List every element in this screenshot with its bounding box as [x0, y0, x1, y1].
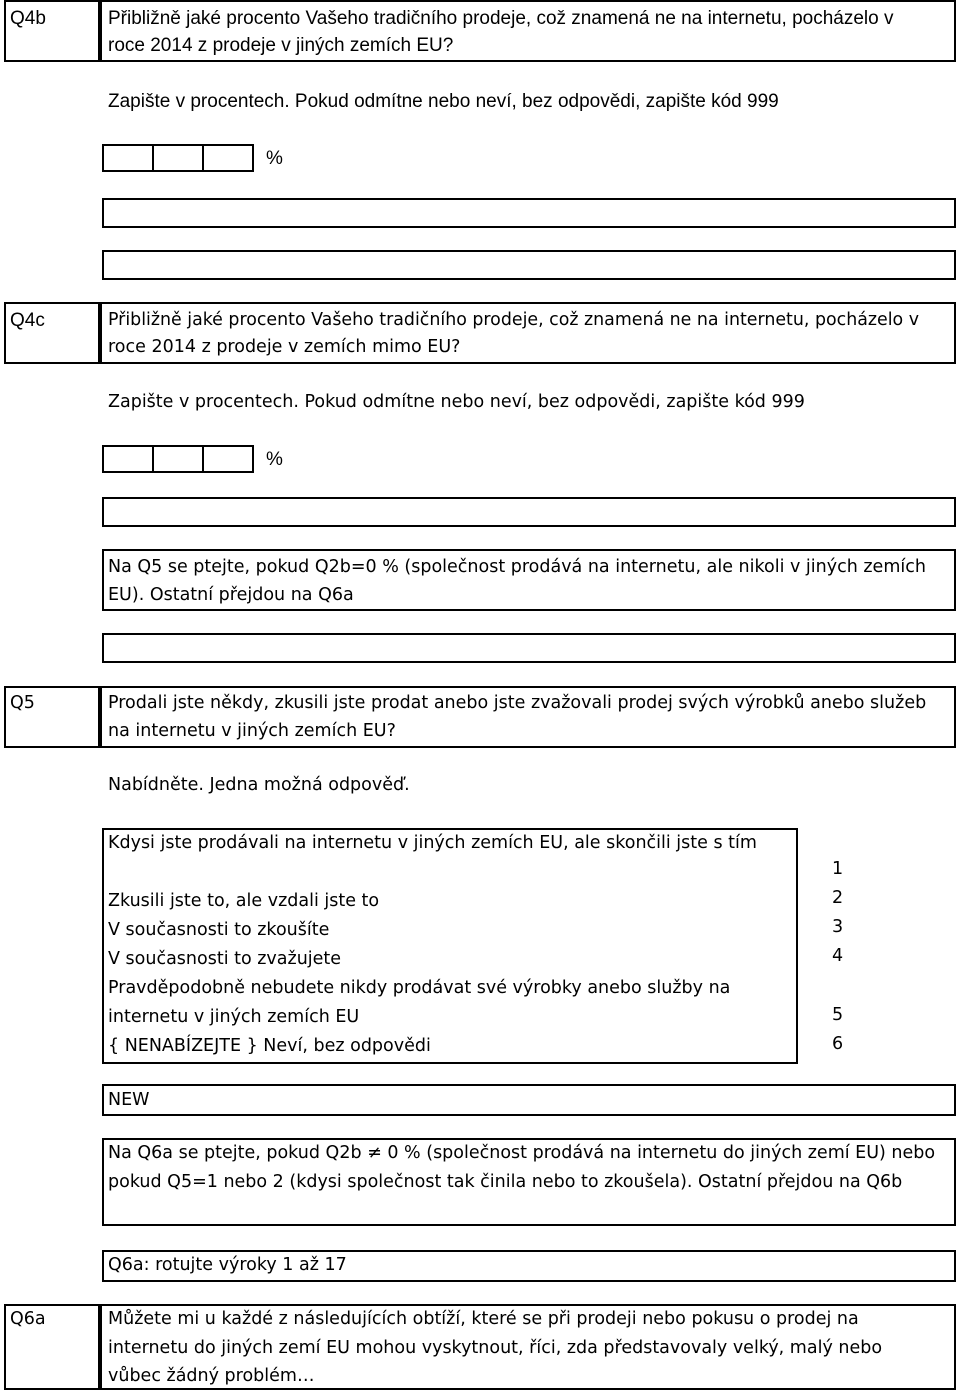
q6a-question-line2: internetu do jiných zemí EU mohou vyskytnout, říci, zda představovaly velký, malý nebo	[108, 1338, 883, 1358]
q4b-instruction-b: Pokud odmítne nebo neví, bez odpovědi, zapište kód 999	[289, 91, 779, 112]
answer-box[interactable]	[102, 633, 956, 663]
q4b-instruction-a: Zapište v procentech.	[108, 91, 290, 112]
q4b-question-line2: roce 2014 z prodeje v jiných zemích EU?	[108, 35, 454, 56]
q4b-percent-cells[interactable]	[102, 144, 252, 172]
new-box	[102, 1084, 956, 1116]
q5-option-label: V současnosti to zvažujete	[108, 949, 342, 969]
q5-instruction: Nabídněte. Jedna možná odpověď.	[108, 775, 410, 795]
answer-box[interactable]	[102, 250, 956, 280]
q6a-question-line3: vůbec žádný problém…	[108, 1366, 315, 1386]
q4b-question-line1: Přibližně jaké procento Vašeho tradičního prodeje, což znamená ne na internetu, pocházelo v	[108, 8, 894, 29]
q5-id: Q5	[10, 693, 35, 713]
q5-filter-line1: Na Q5 se ptejte, pokud Q2b=0 % (společnost prodává na internetu, ale nikoli v jiných zemích	[108, 557, 926, 577]
q5-option-label: Zkusili jste to, ale vzdali jste to	[108, 891, 380, 911]
q4c-instruction-a: Zapište v procentech.	[108, 392, 299, 412]
digit-cell[interactable]	[202, 144, 254, 172]
answer-box[interactable]	[102, 198, 956, 228]
q4b-id: Q4b	[10, 8, 46, 29]
digit-cell[interactable]	[102, 144, 154, 172]
new-label: NEW	[108, 1090, 150, 1110]
q6a-filter-line1: Na Q6a se ptejte, pokud Q2b ≠ 0 % (společnost prodává na internetu do jiných zemí EU) nebo	[108, 1143, 936, 1163]
q4c-unit: %	[266, 449, 283, 470]
q5-option-label: V současnosti to zkoušíte	[108, 920, 330, 940]
q5-question-line2: na internetu v jiných zemích EU?	[108, 721, 396, 741]
q4c-instruction-b: Pokud odmítne nebo neví, bez odpovědi, zapište kód 999	[298, 392, 805, 412]
q6a-question-line1: Můžete mi u každé z následujících obtíží, které se při prodeji nebo pokusu o prodej na	[108, 1309, 859, 1329]
digit-cell[interactable]	[102, 445, 154, 473]
q5-option-label: { NENABÍZEJTE } Neví, bez odpovědi	[108, 1036, 431, 1056]
q5-option-code[interactable]: 5	[832, 1005, 844, 1025]
q4c-id: Q4c	[10, 310, 45, 331]
q4b-instruction	[108, 87, 779, 116]
q4c-question-line2: roce 2014 z prodeje v zemích mimo EU?	[108, 337, 461, 357]
q6a-filter-line2: pokud Q5=1 nebo 2 (kdysi společnost tak činila nebo to zkoušela). Ostatní přejdou na Q6b	[108, 1172, 903, 1192]
q5-option-label: Kdysi jste prodávali na internetu v jiných zemích EU, ale skončili jste s tím	[108, 833, 757, 853]
q5-option-code[interactable]: 4	[832, 946, 844, 966]
q5-filter-line2: EU). Ostatní přejdou na Q6a	[108, 585, 354, 605]
q5-option-label: Pravděpodobně nebudete nikdy prodávat své výrobky anebo služby na	[108, 978, 731, 998]
q4c-instruction	[108, 388, 805, 417]
q5-option-code[interactable]: 6	[832, 1034, 844, 1054]
digit-cell[interactable]	[152, 144, 204, 172]
rotate-note: Q6a: rotujte výroky 1 až 17	[108, 1255, 347, 1275]
q5-question-line1: Prodali jste někdy, zkusili jste prodat anebo jste zvažovali prodej svých výrobků anebo služeb	[108, 693, 927, 713]
q4c-percent-cells[interactable]	[102, 445, 252, 473]
q5-option-code[interactable]: 2	[832, 888, 844, 908]
answer-box[interactable]	[102, 497, 956, 527]
digit-cell[interactable]	[152, 445, 204, 473]
q5-option-label-cont: internetu v jiných zemích EU	[108, 1007, 360, 1027]
q4b-unit: %	[266, 148, 283, 169]
q5-option-code[interactable]: 3	[832, 917, 844, 937]
q6a-id: Q6a	[10, 1309, 46, 1329]
q5-option-code[interactable]: 1	[832, 859, 844, 879]
q4c-question-line1: Přibližně jaké procento Vašeho tradičního prodeje, což znamená ne na internetu, pocházelo v	[108, 310, 919, 330]
digit-cell[interactable]	[202, 445, 254, 473]
